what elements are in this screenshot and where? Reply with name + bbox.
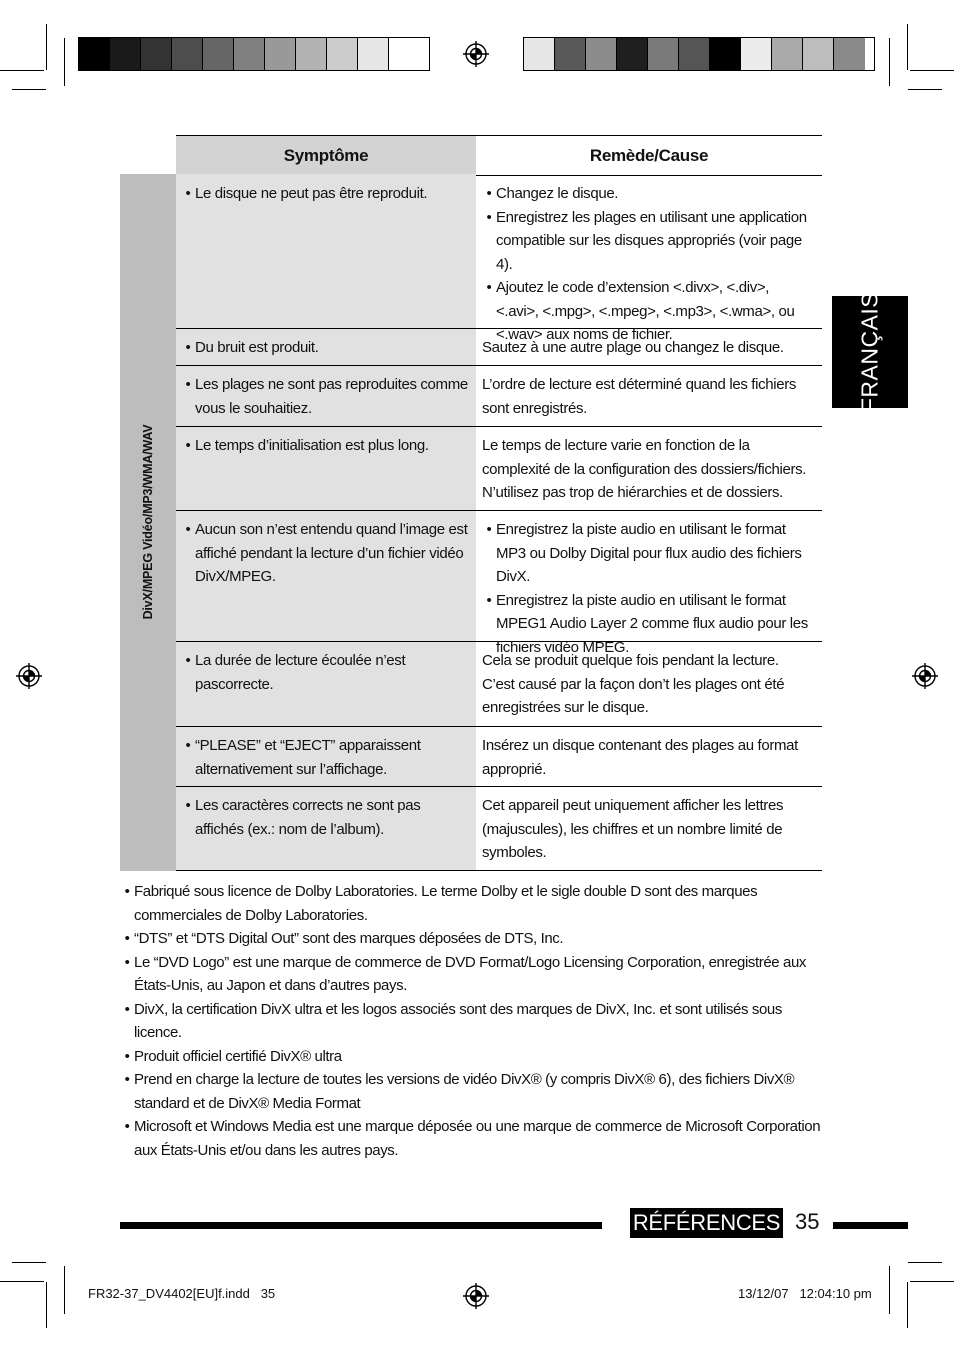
remedy-text: Changez le disque. — [496, 185, 619, 202]
remedy-text: Le temps de lecture varie en fonction de la complexité de la configuration des dossiers/fichiers. N’utilisez pas trop de hiérarchies et de dossiers. — [482, 437, 807, 501]
note-text: Fabriqué sous licence de Dolby Laboratories. Le terme Dolby et le sigle double D sont des marques commerciales de Dolby Laboratories. — [134, 883, 758, 924]
symptom-text: Le temps d’initialisation est plus long. — [195, 437, 429, 454]
remedy-text: Ajoutez le code d’extension <.divx>, <.div>, <.avi>, <.mpg>, <.mpeg>, <.mp3>, <.wma>, ou <.wav> aux noms de fichier. — [496, 279, 795, 343]
symptom-cell: • La durée de lecture écoulée n’est pascorrecte. — [176, 642, 476, 726]
color-swatch — [710, 38, 741, 70]
header-symptom: Symptôme — [176, 136, 476, 175]
trademark-notes — [120, 880, 822, 1162]
color-swatch — [555, 38, 586, 70]
crop-mark — [64, 38, 65, 86]
color-swatch — [772, 38, 803, 70]
color-swatch — [803, 38, 834, 70]
crop-mark — [46, 1282, 47, 1328]
table-body — [176, 174, 822, 871]
remedy-cell: • Changez le disque. • Enregistrez les plages en utilisant une application compatible sur les disques appropriés (voir page 4). • Ajoutez le code d’extension <.divx>, <.div>, <.avi>, <.mpg>, <.mpeg>, <.mp3>, <.wma>, ou <.wav> aux noms de fichier. — [476, 174, 822, 328]
table-row — [176, 642, 822, 727]
footer-rule-left — [120, 1222, 602, 1229]
remedy-cell — [476, 329, 822, 365]
crop-mark — [908, 1262, 942, 1263]
table-row — [176, 366, 822, 427]
symptom-text: La durée de lecture écoulée n’est pascorrecte. — [195, 652, 406, 693]
registration-mark-icon — [912, 663, 938, 689]
remedy-cell — [476, 427, 822, 510]
remedy-text: Enregistrez la piste audio en utilisant le format MP3 ou Dolby Digital pour flux audio des fichiers DivX. — [496, 521, 802, 585]
color-swatch — [586, 38, 617, 70]
note-text: Microsoft et Windows Media est une marque déposée ou une marque de commerce de Microsoft Corporation aux États-Unis et/ou dans les autres pays. — [134, 1118, 821, 1159]
remedy-cell — [476, 787, 822, 870]
list-item: • Fabriqué sous licence de Dolby Laboratories. Le terme Dolby et le sigle double D sont des marques commerciales de Dolby Laboratories. — [120, 880, 822, 927]
remedy-text: Insérez un disque contenant des plages au format approprié. — [482, 737, 798, 778]
note-text: Produit officiel certifié DivX® ultra — [134, 1047, 342, 1065]
remedy-text: Cela se produit quelque fois pendant la lecture. C’est causé par la façon don’t les plages ont été enregistrées sur le disque. — [482, 652, 785, 716]
crop-mark — [889, 1266, 890, 1314]
note-text: DivX, la certification DivX ultra et les logos associés sont des marques de DivX, Inc. et sont utilisés sous licence. — [134, 1000, 782, 1041]
color-swatch — [648, 38, 679, 70]
color-swatch — [110, 38, 141, 70]
symptom-text: Du bruit est produit. — [195, 339, 319, 356]
remedy-text: L’ordre de lecture est déterminé quand les fichiers sont enregistrés. — [482, 376, 797, 417]
table-row — [176, 511, 822, 656]
remedy-text: Cet appareil peut uniquement afficher les lettres (majuscules), les chiffres et un nombre limité de symboles. — [482, 797, 784, 861]
symptom-cell: • Le disque ne peut pas être reproduit. — [176, 174, 476, 328]
remedy-cell — [476, 642, 822, 726]
table-row — [176, 427, 822, 511]
table-row — [176, 329, 822, 366]
color-swatch — [679, 38, 710, 70]
color-swatch — [172, 38, 203, 70]
language-tab — [832, 291, 908, 413]
color-swatch — [79, 38, 110, 70]
color-swatch — [234, 38, 265, 70]
symptom-cell: • “PLEASE” et “EJECT” apparaissent alternativement sur l’affichage. — [176, 727, 476, 786]
list-item: • “DTS” et “DTS Digital Out” sont des marques déposées de DTS, Inc. — [120, 927, 822, 951]
remedy-cell — [476, 366, 822, 426]
symptom-text: “PLEASE” et “EJECT” apparaissent alternativement sur l’affichage. — [195, 737, 421, 778]
symptom-cell: • Les plages ne sont pas reproduites comme vous le souhaitiez. — [176, 366, 476, 426]
table-row — [176, 727, 822, 787]
symptom-text: Les plages ne sont pas reproduites comme vous le souhaitiez. — [195, 376, 468, 417]
color-swatch — [617, 38, 648, 70]
crop-mark — [46, 24, 47, 70]
list-item: • Prend en charge la lecture de toutes les versions de vidéo DivX® (y compris DivX® 6), des fichiers DivX® standard et de DivX® Media Format — [120, 1068, 822, 1115]
remedy-cell — [476, 727, 822, 786]
note-text: Prend en charge la lecture de toutes les versions de vidéo DivX® (y compris DivX® 6), des fichiers DivX® standard et de DivX® Media Format — [134, 1071, 795, 1112]
page-number: 35 — [795, 1209, 820, 1234]
symptom-text: Aucun son n’est entendu quand l’image est affiché pendant la lecture d’un fichier vidéo DivX/MPEG. — [195, 521, 468, 585]
crop-mark — [12, 1262, 46, 1263]
color-bar-left — [78, 37, 430, 71]
color-swatch — [141, 38, 172, 70]
symptom-cell: • Du bruit est produit. — [176, 329, 476, 365]
crop-mark — [910, 70, 954, 71]
symptom-cell: • Les caractères corrects ne sont pas affichés (ex.: nom de l’album). — [176, 787, 476, 870]
list-item: • Le “DVD Logo” est une marque de commerce de DVD Format/Logo Licensing Corporation, enregistrée aux États-Unis, au Japon et dans d’autres pays. — [120, 951, 822, 998]
color-swatch — [389, 38, 420, 70]
crop-mark — [0, 1281, 44, 1282]
list-item: • DivX, la certification DivX ultra et les logos associés sont des marques de DivX, Inc. et sont utilisés sous licence. — [120, 998, 822, 1045]
color-swatch — [834, 38, 865, 70]
symptom-text: Les caractères corrects ne sont pas affichés (ex.: nom de l’album). — [195, 797, 421, 838]
slug-date: 13/12/07 12:04:10 pm — [738, 1286, 872, 1301]
list-item: • Produit officiel certifié DivX® ultra — [120, 1045, 822, 1069]
crop-mark — [64, 1266, 65, 1314]
note-text: “DTS” et “DTS Digital Out” sont des marques déposées de DTS, Inc. — [134, 930, 564, 947]
symptom-cell: • Le temps d’initialisation est plus long. — [176, 427, 476, 510]
color-bar-right — [523, 37, 875, 71]
symptom-cell: • Aucun son n’est entendu quand l’image est affiché pendant la lecture d’un fichier vidéo DivX/MPEG. — [176, 511, 476, 641]
crop-mark — [907, 1282, 908, 1328]
remedy-text: Enregistrez les plages en utilisant une application compatible sur les disques appropriés (voir page 4). — [496, 208, 807, 273]
registration-mark-icon — [463, 1283, 489, 1309]
category-label: DivX/MPEG Vidéo/MP3/WMA/WAV — [141, 424, 155, 620]
crop-mark — [908, 89, 942, 90]
note-text: Le “DVD Logo” est une marque de commerce de DVD Format/Logo Licensing Corporation, enregistrée aux États-Unis, au Japon et dans d’autres pays. — [134, 953, 806, 994]
color-swatch — [296, 38, 327, 70]
table-header — [176, 135, 822, 176]
header-remedy: Remède/Cause — [589, 145, 709, 165]
remedy-text: Sautez à une autre plage ou changez le disque. — [482, 339, 784, 356]
color-swatch — [265, 38, 296, 70]
table-row — [176, 174, 822, 343]
remedy-cell: • Enregistrez la piste audio en utilisant le format MP3 ou Dolby Digital pour flux audio des fichiers DivX. • Enregistrez la piste audio en utilisant le format MPEG1 Audio Layer 2 comme flux audio pour les fichiers vidéo MPEG. — [476, 511, 822, 641]
section-label: RÉFÉRENCES — [630, 1208, 783, 1238]
color-swatch — [524, 38, 555, 70]
symptom-text: Le disque ne peut pas être reproduit. — [195, 185, 428, 202]
color-swatch — [327, 38, 358, 70]
table-row — [176, 787, 822, 871]
category-column — [120, 174, 176, 871]
crop-mark — [889, 38, 890, 86]
registration-mark-icon — [16, 663, 42, 689]
registration-mark-icon — [463, 41, 489, 67]
crop-mark — [910, 1281, 954, 1282]
slug-file: FR32-37_DV4402[EU]f.indd 35 — [88, 1286, 276, 1301]
crop-mark — [0, 70, 44, 71]
remedy-text: Enregistrez la piste audio en utilisant le format MPEG1 Audio Layer 2 comme flux audio pour les fichiers vidéo MPEG. — [496, 591, 808, 656]
crop-mark — [907, 24, 908, 70]
color-swatch — [203, 38, 234, 70]
language-tab-label: FRANÇAIS — [856, 291, 883, 413]
footer-rule-right — [833, 1222, 908, 1229]
color-swatch — [358, 38, 389, 70]
color-swatch — [741, 38, 772, 70]
crop-mark — [12, 89, 46, 90]
list-item: • Microsoft et Windows Media est une marque déposée ou une marque de commerce de Microsoft Corporation aux États-Unis et/ou dans les autres pays. — [120, 1115, 822, 1162]
